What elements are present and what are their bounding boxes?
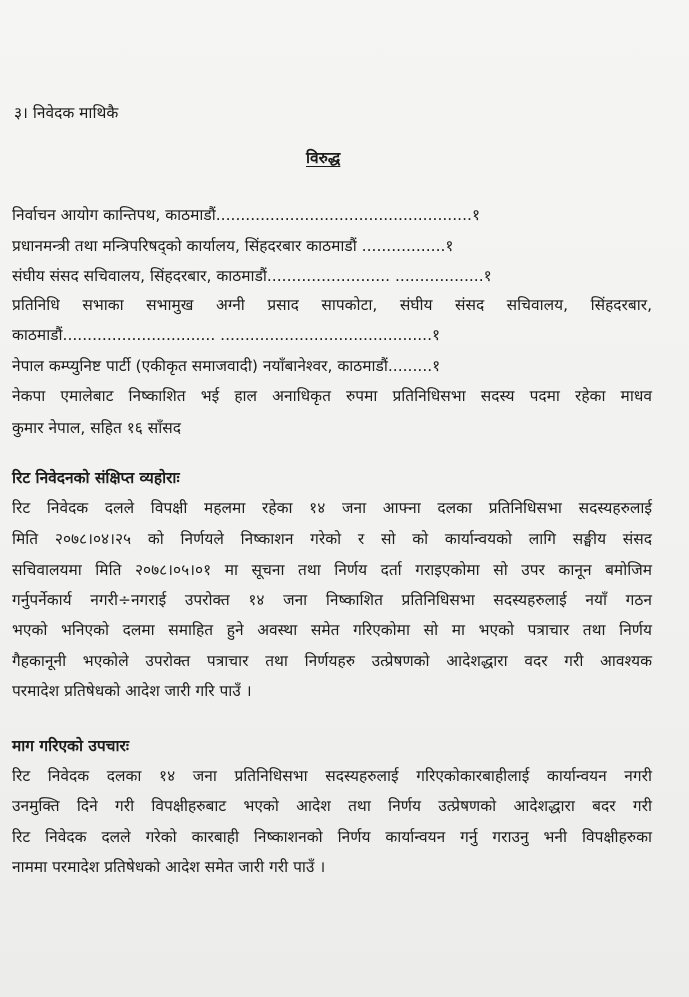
petitioner-heading: ३। निवेदक माथिकै <box>14 104 119 122</box>
respondent-line: काठमाडौं............................... ...........................................१ <box>12 326 441 344</box>
brief-heading: रिट निवेदनको संक्षिप्त व्यहोराः <box>12 469 180 487</box>
brief-line: सचिवालयमा मिति २०७८।०५।०१ मा सूचना तथा निर्णय दर्ता गराइएकोमा सो उपर कानून बमोजिम <box>12 561 652 579</box>
respondent-line: प्रतिनिधि सभाका सभामुख अग्नी प्रसाद सापकोटा, संघीय संसद सचिवालय, सिंहदरबार, <box>12 296 652 314</box>
document-title: विरुद्ध <box>306 149 341 167</box>
remedy-heading: माग गरिएको उपचारः <box>12 737 129 755</box>
brief-line: भएको भनिएको दलमा समाहित हुने अवस्था समेत गरिएकोमा सो मा भएको पत्राचार तथा निर्णय <box>12 621 652 639</box>
respondent-line: नेकपा एमालेबाट निष्काशित भई हाल अनाधिकृत रुपमा प्रतिनिधिसभा सदस्य पदमा रहेका माधव <box>12 387 652 405</box>
respondent-line: संघीय संसद सचिवालय, सिंहदरबार, काठमाडौं......................... ..................१ <box>12 267 492 285</box>
respondent-line: कुमार नेपाल, सहित १६ साँसद <box>12 419 181 437</box>
remedy-line: रिट निवेदक दलले गरेको कारबाही निष्काशनको निर्णय कार्यान्वयन गर्नु गराउनु भनी विपक्षीहरुका <box>12 828 652 846</box>
respondent-line: प्रधानमन्त्री तथा मन्त्रिपरिषद्को कार्यालय, सिंहदरबार काठमाडौं .................१ <box>12 237 454 255</box>
brief-line: गैहकानूनी भएकोले उपरोक्त पत्राचार तथा निर्णयहरु उत्प्रेषणको आदेशद्धारा वदर गरी आवश्यक <box>12 652 652 670</box>
brief-line: मिति २०७८।०४।२५ को निर्णयले निष्काशन गरेको र सो को कार्यान्वयको लागि सङ्घीय संसद <box>12 530 652 548</box>
brief-line: गर्नुपर्नेकार्य नगरी÷नगराई उपरोक्त १४ जना निष्काशित प्रतिनिधिसभा सदस्यहरुलाई नयाँ गठन <box>12 591 652 609</box>
remedy-line: रिट निवेदक दलका १४ जना प्रतिनिधिसभा सदस्यहरुलाई गरिएकोकारबाहीलाई कार्यान्वयन नगरी <box>12 767 652 785</box>
remedy-line: उनमुक्ति दिने गरी विपक्षीहरुबाट भएको आदेश तथा निर्णय उत्प्रेषणको आदेशद्धारा बदर गरी <box>12 797 652 815</box>
respondent-line: निर्वाचन आयोग कान्तिपथ, काठमाडौं....................................................१ <box>12 206 481 224</box>
remedy-line: नाममा परमादेश प्रतिषेधको आदेश समेत जारी गरी पाउँ । <box>12 858 326 876</box>
brief-line: परमादेश प्रतिषेधको आदेश जारी गरि पाउँ । <box>12 682 252 700</box>
brief-line: रिट निवेदक दलले विपक्षी महलमा रहेका १४ जना आफ्ना दलका प्रतिनिधिसभा सदस्यहरुलाई <box>12 499 652 517</box>
respondent-line: नेपाल कम्प्युनिष्ट पार्टी (एकीकृत समाजवादी) नयाँबानेश्वर, काठमाडौं.........१ <box>12 357 441 375</box>
